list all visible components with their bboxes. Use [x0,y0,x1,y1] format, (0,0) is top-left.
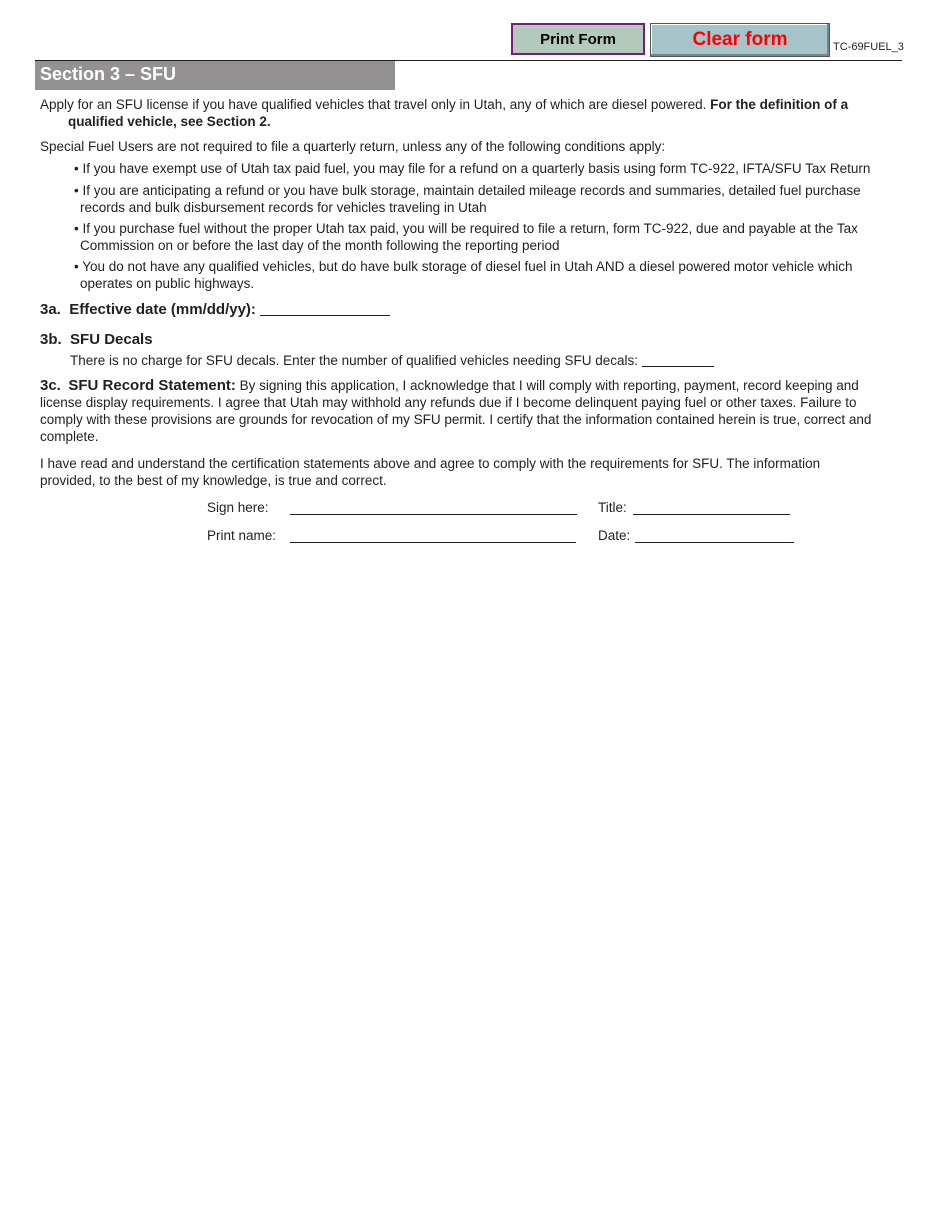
clear-form-button[interactable]: Clear form [650,23,830,57]
print-form-button[interactable]: Print Form [511,23,645,55]
date-label: Date: [598,528,631,543]
q3c-line: comply with these provisions are grounds for revocation of my SFU permit. I certify that the information contained herein is true, correct and [40,412,872,427]
sfu-decals-text: There is no charge for SFU decals. Enter the number of qualified vehicles needing SFU decals: [70,353,639,368]
q3c-line: license display requirements. I agree that Utah may withhold any refunds due if I become delinquent paying fuel or other taxes. Failure to [40,395,857,410]
intro-bold-1: For the definition of a [710,97,849,112]
certification-statement [40,455,910,489]
certification-line: I have read and understand the certification statements above and agree to comply with the requirements for SFU. The information [40,456,821,471]
condition-line-2: operates on public highways. [80,276,255,291]
date-field[interactable] [635,527,794,543]
sign-here-label: Sign here: [207,500,269,515]
q3a-number: 3a. [40,301,61,318]
intro-bold-2: qualified vehicle, see Section 2. [68,114,271,129]
condition-line: If you are anticipating a refund or you have bulk storage, maintain detailed mileage records and summaries, detailed fuel purchase [82,183,861,198]
print-name-field[interactable] [290,527,576,543]
intro-text: Apply for an SFU license if you have qualified vehicles that travel only in Utah, any of which are diesel powered. [40,97,707,112]
sfu-record-statement [40,377,910,445]
condition-line: You do not have any qualified vehicles, but do have bulk storage of diesel fuel in Utah AND a diesel powered motor vehicle which [82,259,853,274]
condition-item: • If you have exempt use of Utah tax paid fuel, you may file for a refund on a quarterly basis using form TC-922, IFTA/SFU Tax Return [74,161,871,176]
intro-paragraph [40,96,890,130]
q3c-line: By signing this application, I acknowledge that I will comply with reporting, payment, record keeping and [239,378,859,393]
condition-line: If you have exempt use of Utah tax paid fuel, you may file for a refund on a quarterly basis using form TC-922, IFTA/SFU Tax Return [82,161,871,176]
q3c-label: SFU Record Statement: [68,377,236,394]
section-title: Section 3 – SFU [35,61,395,90]
title-field[interactable] [633,499,790,515]
effective-date-field[interactable] [260,301,390,316]
condition-item: • If you are anticipating a refund or you have bulk storage, maintain detailed mileage records and summaries, detailed fuel purchase records and bulk disbursement records for vehicles traveling in Utah [68,182,918,216]
sign-here-field[interactable] [290,499,577,515]
sfu-decals-heading [40,331,153,348]
conditions-intro: Special Fuel Users are not required to file a quarterly return, unless any of the following conditions apply: [40,139,666,154]
print-name-label: Print name: [207,528,277,543]
condition-item: • If you purchase fuel without the proper Utah tax paid, you will be required to file a return, form TC-922, due and payable at the Tax Commission on or before the last day of the month following the reporting period [68,220,918,254]
condition-line-2: Commission on or before the last day of the month following the reporting period [80,238,560,253]
q3c-number: 3c. [40,377,61,394]
q3b-number: 3b. [40,331,62,348]
effective-date-row [40,301,390,318]
q3a-label: Effective date (mm/dd/yy): [69,301,256,318]
sfu-decals-count-field[interactable] [642,353,714,367]
q3c-line: complete. [40,429,99,444]
certification-line: provided, to the best of my knowledge, is true and correct. [40,473,387,488]
q3b-label: SFU Decals [70,331,153,348]
condition-item: • You do not have any qualified vehicles, but do have bulk storage of diesel fuel in Utah AND a diesel powered motor vehicle which operates on public highways. [68,258,918,292]
condition-line-2: records and bulk disbursement records for vehicles traveling in Utah [80,200,487,215]
form-id: TC-69FUEL_3 [833,41,904,53]
title-label: Title: [598,500,627,515]
sfu-decals-row [70,352,714,369]
condition-line: If you purchase fuel without the proper Utah tax paid, you will be required to file a return, form TC-922, due and payable at the Tax [82,221,858,236]
